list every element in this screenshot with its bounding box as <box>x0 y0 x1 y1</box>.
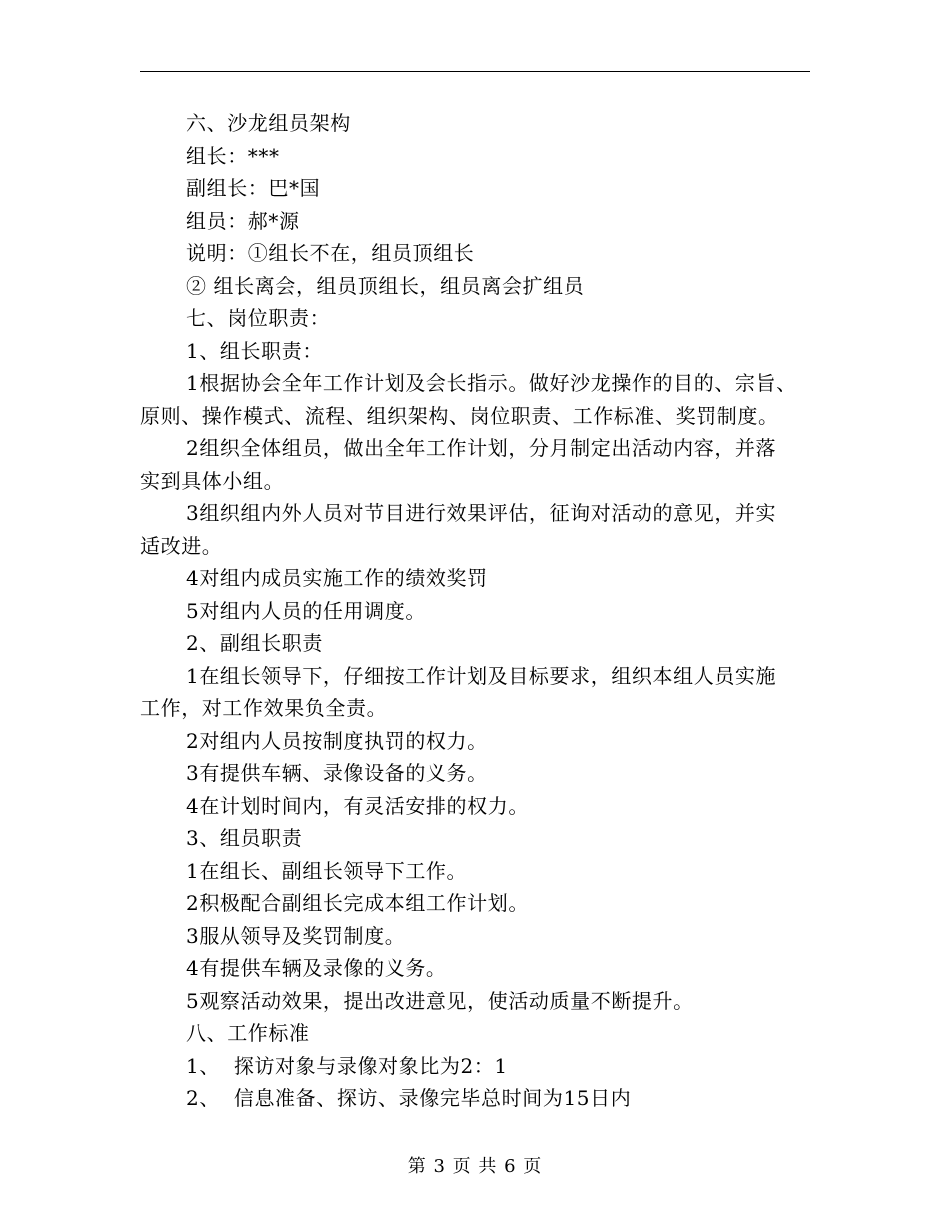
text-line: 5对组内人员的任用调度。 <box>186 598 426 623</box>
section-heading: 六、沙龙组员架构 <box>186 111 351 135</box>
text-line: 3有提供车辆、录像设备的义务。 <box>186 761 488 785</box>
text-line: 1根据协会全年工作计划及会长指示。做好沙龙操作的目的、宗旨、 <box>186 371 797 395</box>
text-line: 4对组内成员实施工作的绩效奖罚 <box>186 566 488 590</box>
subsection-heading: 1、组长职责： <box>186 338 323 363</box>
section-heading: 八、工作标准 <box>186 1021 310 1045</box>
text-line: 原则、操作模式、流程、组织架构、岗位职责、工作标准、奖罚制度。 <box>140 403 779 428</box>
text-line: 实到具体小组。 <box>140 468 285 493</box>
subsection-heading: 2、副组长职责 <box>186 631 323 655</box>
text-line: 适改进。 <box>140 533 223 558</box>
text-line: 4在计划时间内，有灵活安排的权力。 <box>186 793 529 818</box>
text-line: 4有提供车辆及录像的义务。 <box>186 956 447 980</box>
text-line: 说明：①组长不在，组员顶组长 <box>186 241 475 265</box>
text-line: 组长：*** <box>186 143 280 168</box>
text-line: 2组织全体组员，做出全年工作计划，分月制定出活动内容，并落 <box>186 436 777 460</box>
text-line: 2对组内人员按制度执罚的权力。 <box>186 728 488 753</box>
text-line: 2、 信息准备、探访、录像完毕总时间为15日内 <box>186 1086 632 1110</box>
text-line: 1在组长领导下，仔细按工作计划及目标要求，组织本组人员实施 <box>186 663 777 688</box>
text-line: 副组长：巴*国 <box>186 176 321 200</box>
section-heading: 七、岗位职责： <box>186 306 331 330</box>
text-line: 1在组长、副组长领导下工作。 <box>186 858 468 883</box>
text-line: 工作，对工作效果负全责。 <box>140 696 388 720</box>
page-number: 第 3 页 共 6 页 <box>407 1156 543 1177</box>
text-line: 3组织组内外人员对节目进行效果评估，征询对活动的意见，并实 <box>186 501 777 525</box>
text-line: 5观察活动效果，提出改进意见，使活动质量不断提升。 <box>186 988 694 1013</box>
document-body <box>140 107 812 1115</box>
text-line: 3服从领导及奖罚制度。 <box>186 923 406 948</box>
subsection-heading: 3、组员职责 <box>186 826 303 850</box>
text-line: ② 组长离会，组员顶组长，组员离会扩组员 <box>186 273 585 298</box>
header-rule <box>140 71 810 72</box>
text-line: 2积极配合副组长完成本组工作计划。 <box>186 891 529 915</box>
text-line: 1、 探访对象与录像对象比为2：1 <box>186 1053 508 1078</box>
text-line: 组员：郝*源 <box>186 208 300 233</box>
